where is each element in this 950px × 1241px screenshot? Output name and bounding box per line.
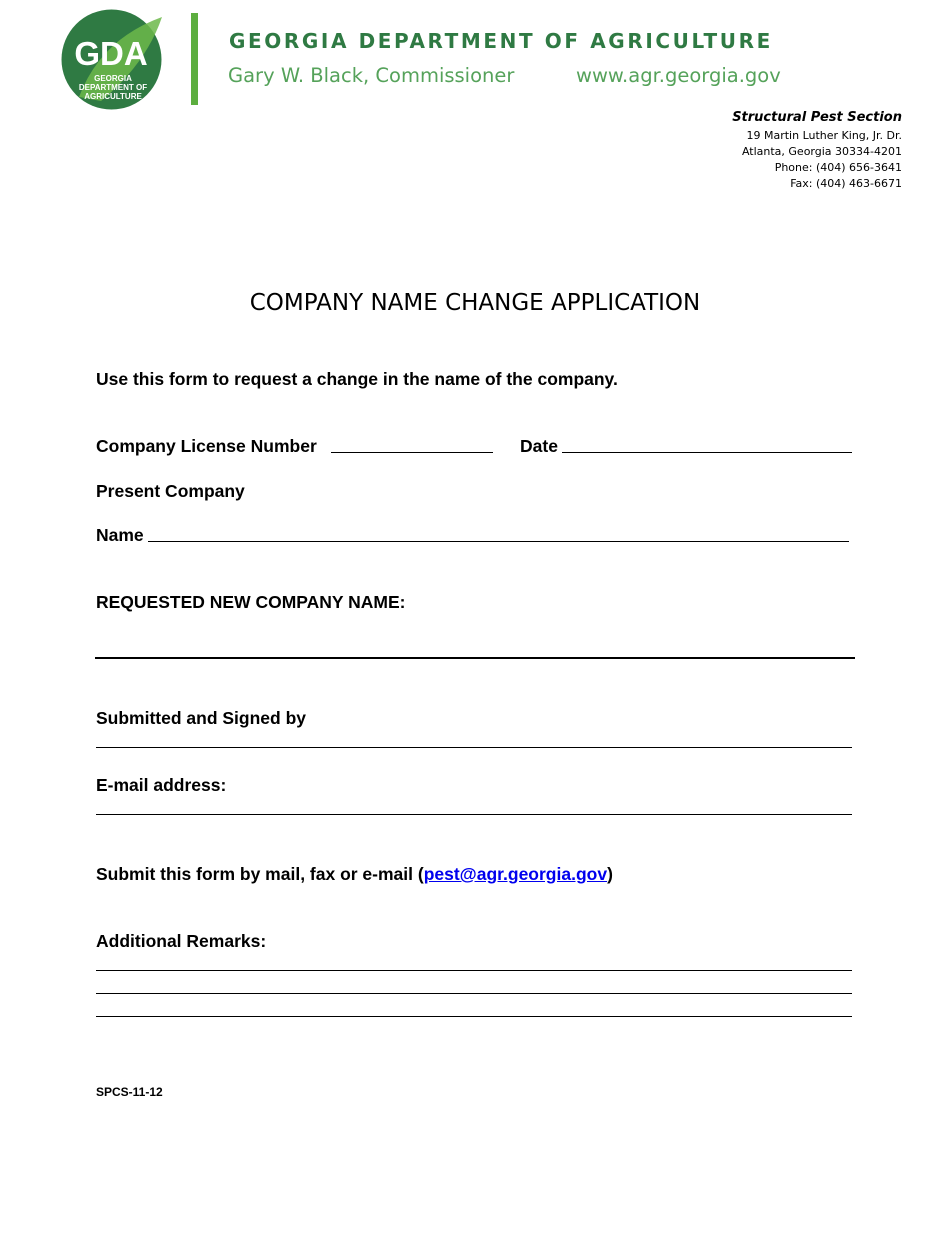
date-field[interactable] bbox=[562, 452, 852, 453]
submit-close: ) bbox=[607, 864, 613, 884]
requested-name-label: REQUESTED NEW COMPANY NAME: bbox=[96, 592, 406, 612]
section-name: Structural Pest Section bbox=[732, 110, 902, 125]
fax-number: Fax: (404) 463-6671 bbox=[790, 177, 902, 190]
logo-line-2: DEPARTMENT OF bbox=[78, 83, 148, 92]
remarks-line-1[interactable] bbox=[96, 970, 852, 971]
logo-mark: GDA bbox=[74, 35, 148, 72]
signed-by-field[interactable] bbox=[96, 747, 852, 748]
form-intro: Use this form to request a change in the name of the company. bbox=[96, 369, 618, 389]
date-label: Date bbox=[520, 436, 558, 456]
commissioner-name: Gary W. Black, Commissioner bbox=[228, 64, 515, 87]
header-divider bbox=[191, 13, 198, 105]
submit-text: Submit this form by mail, fax or e-mail ( bbox=[96, 864, 424, 884]
requested-name-field[interactable] bbox=[95, 657, 855, 659]
license-number-label: Company License Number bbox=[96, 436, 317, 456]
address-line-1: 19 Martin Luther King, Jr. Dr. bbox=[746, 129, 902, 142]
address-line-2: Atlanta, Georgia 30334-4201 bbox=[741, 145, 902, 158]
present-name-label: Name bbox=[96, 525, 144, 545]
email-label: E-mail address: bbox=[96, 775, 227, 795]
form-title: COMPANY NAME CHANGE APPLICATION bbox=[249, 290, 701, 316]
remarks-label: Additional Remarks: bbox=[96, 931, 267, 951]
gda-logo bbox=[61, 9, 162, 110]
department-name: GEORGIA DEPARTMENT OF AGRICULTURE bbox=[229, 29, 773, 53]
signed-by-label: Submitted and Signed by bbox=[96, 708, 307, 728]
website-link[interactable]: www.agr.georgia.gov bbox=[576, 64, 781, 87]
logo-line-1: GEORGIA bbox=[94, 74, 132, 83]
remarks-line-3[interactable] bbox=[96, 1016, 852, 1017]
email-field[interactable] bbox=[96, 814, 852, 815]
phone-number: Phone: (404) 656-3641 bbox=[774, 161, 902, 174]
license-number-field[interactable] bbox=[331, 452, 493, 453]
submit-instructions bbox=[96, 864, 613, 885]
logo-line-3: AGRICULTURE bbox=[84, 92, 142, 101]
form-code: SPCS-11-12 bbox=[96, 1085, 163, 1099]
present-company-label: Present Company bbox=[96, 481, 245, 501]
present-company-name-field[interactable] bbox=[148, 541, 849, 542]
remarks-line-2[interactable] bbox=[96, 993, 852, 994]
submit-email-link[interactable]: pest@agr.georgia.gov bbox=[423, 864, 608, 884]
section-address-block bbox=[732, 110, 902, 192]
